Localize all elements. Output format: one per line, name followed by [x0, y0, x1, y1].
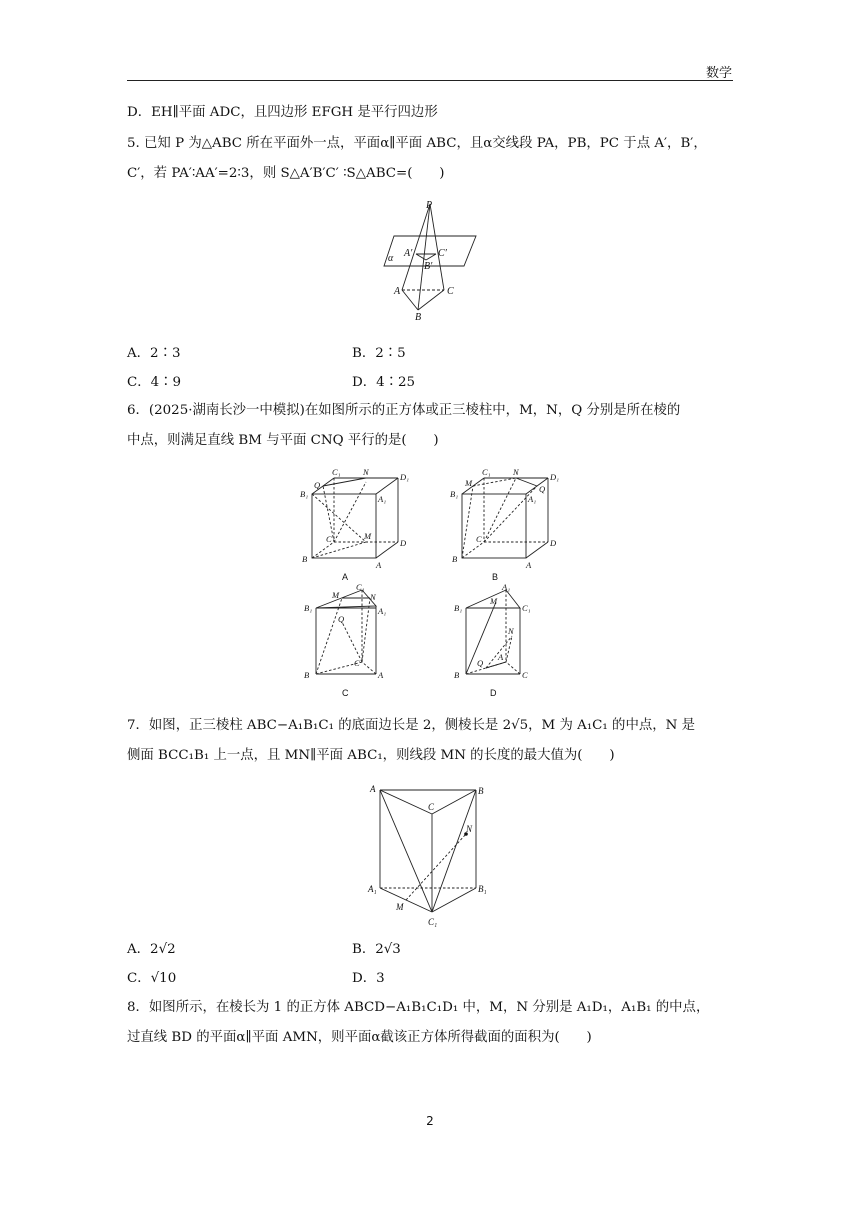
fig5-label-A1: A′	[404, 248, 413, 259]
fig6a-label-N: N	[363, 467, 369, 477]
fig5-label-alpha: α	[388, 253, 394, 264]
fig6b-label-C: C	[476, 534, 482, 544]
header-subject: 数学	[705, 66, 732, 81]
fig6b-caption: B	[492, 572, 499, 582]
page-number: 2	[426, 1114, 434, 1128]
question-5-line-2: C′，若 PA′∶AA′=2∶3，则 S△A′B′C′ ∶S△ABC=( )	[127, 166, 445, 181]
q5-option-d[interactable]: D．4∶25	[352, 375, 416, 390]
fig6d-label-Q: Q	[477, 658, 484, 668]
fig5-label-A: A	[394, 286, 401, 297]
fig6c-label-B1: B₁	[304, 603, 313, 613]
header-rule	[127, 80, 733, 81]
figure-7-prism	[366, 780, 496, 930]
fig6a-label-D1: D₁	[400, 472, 410, 482]
fig5-label-C: C	[447, 286, 454, 297]
q5-option-a[interactable]: A．2∶3	[127, 346, 181, 361]
fig6d-label-C: C	[522, 670, 528, 680]
question-6-line-2: 中点，则满足直线 BM 与平面 CNQ 平行的是( )	[127, 433, 439, 448]
question-7-line-1: 7．如图，正三棱柱 ABC−A₁B₁C₁ 的底面边长是 2，侧棱长是 2√5，M 为 A₁C₁ 的中点，N 是	[127, 718, 695, 733]
fig6a-label-D: D	[400, 538, 407, 548]
question-7-line-2: 侧面 BCC₁B₁ 上一点，且 MN∥平面 ABC₁，则线段 MN 的长度的最大值为( )	[127, 748, 615, 763]
fig5-label-B1: B′	[424, 261, 433, 272]
fig7-label-N: N	[466, 824, 473, 834]
fig6d-label-A1: A₁	[502, 584, 511, 592]
q5-option-c[interactable]: C．4∶9	[127, 375, 182, 390]
fig6c-label-B: B	[304, 670, 310, 680]
fig6b-label-D: D	[550, 538, 557, 548]
fig7-label-B: B	[478, 786, 484, 796]
q7-option-a[interactable]: A．2√2	[127, 942, 176, 957]
fig6d-label-C1: C₁	[522, 603, 531, 613]
fig6d-label-N: N	[508, 626, 514, 636]
q7-option-b[interactable]: B．2√3	[352, 942, 401, 957]
q7-option-c[interactable]: C．√10	[127, 971, 177, 986]
fig6c-label-C1: C₁	[356, 584, 365, 592]
fig6d-label-B: B	[454, 670, 460, 680]
fig6b-label-D1: D₁	[550, 472, 560, 482]
fig6a-label-A: A	[376, 560, 382, 570]
fig5-label-B: B	[415, 312, 422, 323]
figure-6a-cube	[296, 464, 416, 584]
fig6a-label-C: C	[326, 534, 332, 544]
fig6d-label-B1: B₁	[454, 603, 463, 613]
fig6b-label-C1: C₁	[482, 467, 491, 477]
fig6c-label-N: N	[370, 592, 376, 602]
fig7-label-A: A	[370, 784, 376, 794]
fig5-label-C1: C′	[438, 248, 447, 259]
fig6a-label-A1: A₁	[378, 494, 387, 504]
question-5-line-1: 5. 已知 P 为△ABC 所在平面外一点，平面α∥平面 ABC，且α交线段 PA，PB，PC 于点 A′，B′，	[127, 136, 707, 151]
fig6a-caption: A	[342, 572, 349, 582]
fig6a-label-B: B	[302, 554, 308, 564]
fig6d-label-M: M	[490, 596, 498, 606]
figure-6d-prism	[450, 584, 550, 704]
figure-6c-prism	[300, 584, 400, 704]
fig6d-label-A: A	[498, 652, 504, 662]
fig6b-label-A: A	[526, 560, 532, 570]
fig6b-label-N: N	[513, 467, 519, 477]
fig6d-caption: D	[490, 688, 497, 698]
fig6c-caption: C	[342, 688, 349, 698]
figure-6b-cube	[446, 464, 566, 584]
fig7-label-B1: B₁	[478, 884, 487, 894]
question-8-line-2: 过直线 BD 的平面α∥平面 AMN，则平面α截该正方体所得截面的面积为( )	[127, 1030, 592, 1045]
fig7-label-M: M	[396, 902, 404, 912]
option-d-previous: D．EH∥平面 ADC，且四边形 EFGH 是平行四边形	[127, 105, 438, 120]
fig6c-label-A1: A₁	[378, 606, 387, 616]
fig6b-label-B1: B₁	[450, 489, 459, 499]
fig7-label-C1: C₁	[428, 917, 438, 927]
fig7-label-C: C	[428, 802, 435, 812]
fig6b-label-Q: Q	[539, 484, 546, 494]
fig6c-label-A: A	[378, 670, 384, 680]
fig6b-label-B: B	[452, 554, 458, 564]
question-8-line-1: 8．如图所示，在棱长为 1 的正方体 ABCD−A₁B₁C₁D₁ 中，M，N 分别是 A₁D₁，A₁B₁ 的中点，	[127, 1000, 710, 1015]
fig6c-label-M: M	[332, 590, 340, 600]
question-6-line-1: 6．(2025·湖南长沙一中模拟)在如图所示的正方体或正三棱柱中，M，N，Q 分别是所在棱的	[127, 403, 681, 418]
fig7-label-A1: A₁	[368, 884, 377, 894]
fig6b-label-M: M	[465, 478, 473, 488]
fig5-label-P: P	[426, 200, 433, 211]
fig6a-label-M: M	[364, 531, 372, 541]
fig6b-label-A1: A₁	[528, 494, 537, 504]
fig6a-label-C1: C₁	[332, 467, 341, 477]
fig6c-label-Q: Q	[338, 614, 345, 624]
figure-5-pyramid	[378, 198, 478, 324]
fig6a-label-Q: Q	[314, 480, 321, 490]
fig6c-label-C: C	[354, 658, 360, 668]
fig6a-label-B1: B₁	[300, 489, 309, 499]
q5-option-b[interactable]: B．2∶5	[352, 346, 406, 361]
q7-option-d[interactable]: D．3	[352, 971, 385, 986]
